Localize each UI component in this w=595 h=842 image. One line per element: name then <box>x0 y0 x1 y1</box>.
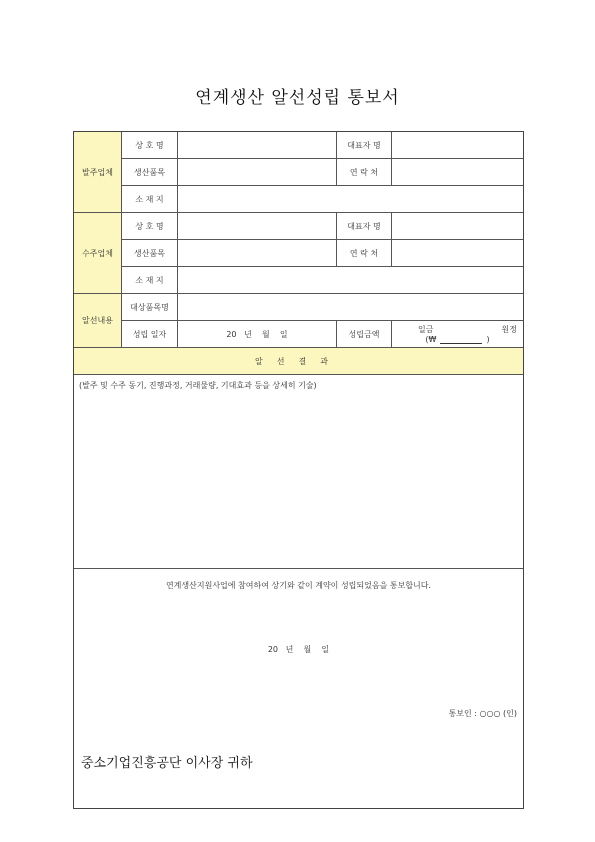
amount-won-open: (₩ <box>425 335 437 344</box>
amount-prefix: 일금 <box>418 325 434 334</box>
ordering-address-label: 소 재 지 <box>122 186 178 213</box>
brokerage-section-label: 알선내용 <box>74 294 122 348</box>
receiving-rep-label: 대표자 명 <box>337 213 392 240</box>
notice-form <box>73 131 524 809</box>
notifier-line: 통보인 : ○○○ (인) <box>448 709 517 718</box>
ordering-rep-field[interactable] <box>392 132 523 159</box>
ordering-contact-label: 연 락 처 <box>337 159 392 186</box>
receiving-address-label: 소 재 지 <box>122 267 178 294</box>
amount-won-close: ) <box>486 335 490 344</box>
ordering-name-field[interactable] <box>178 132 337 159</box>
document-title: 연계생산 알선성립 통보서 <box>195 88 400 108</box>
contract-date-label: 성립 일자 <box>122 321 178 348</box>
target-item-label: 대상품목명 <box>122 294 178 321</box>
result-description-area[interactable] <box>74 375 523 569</box>
receiving-name-field[interactable] <box>178 213 337 240</box>
receiving-company-section-label: 수주업체 <box>74 213 122 294</box>
ordering-product-label: 생산품목 <box>122 159 178 186</box>
ordering-address-field[interactable] <box>178 186 523 213</box>
contract-amount-label: 성립금액 <box>337 321 392 348</box>
notice-statement: 연계생산지원사업에 참여하여 상기와 같이 계약이 성립되었음을 통보합니다. <box>165 581 432 590</box>
ordering-product-field[interactable] <box>178 159 337 186</box>
receiving-name-label: 상 호 명 <box>122 213 178 240</box>
contract-amount-field[interactable] <box>392 321 523 348</box>
receiving-contact-label: 연 락 처 <box>337 240 392 267</box>
receiving-product-field[interactable] <box>178 240 337 267</box>
result-header: 알선결과 <box>74 348 523 375</box>
target-item-field[interactable] <box>178 294 523 321</box>
ordering-rep-label: 대표자 명 <box>337 132 392 159</box>
addressee-line: 중소기업진흥공단 이사장 귀하 <box>81 756 253 771</box>
ordering-name-label: 상 호 명 <box>122 132 178 159</box>
receiving-address-field[interactable] <box>178 267 523 294</box>
notice-date: 20 년 월 일 <box>267 645 330 654</box>
receiving-contact-field[interactable] <box>392 240 523 267</box>
receiving-product-label: 생산품목 <box>122 240 178 267</box>
receiving-rep-field[interactable] <box>392 213 523 240</box>
result-hint-text: (발주 및 수주 동기, 진행과정, 거래물량, 기대효과 등을 상세히 기술) <box>79 381 317 390</box>
amount-won-underline <box>440 335 482 344</box>
amount-suffix: 원정 <box>501 325 517 334</box>
contract-date-field[interactable]: 20 년 월 일 <box>178 321 337 348</box>
ordering-company-section-label: 발주업체 <box>74 132 122 213</box>
ordering-contact-field[interactable] <box>392 159 523 186</box>
